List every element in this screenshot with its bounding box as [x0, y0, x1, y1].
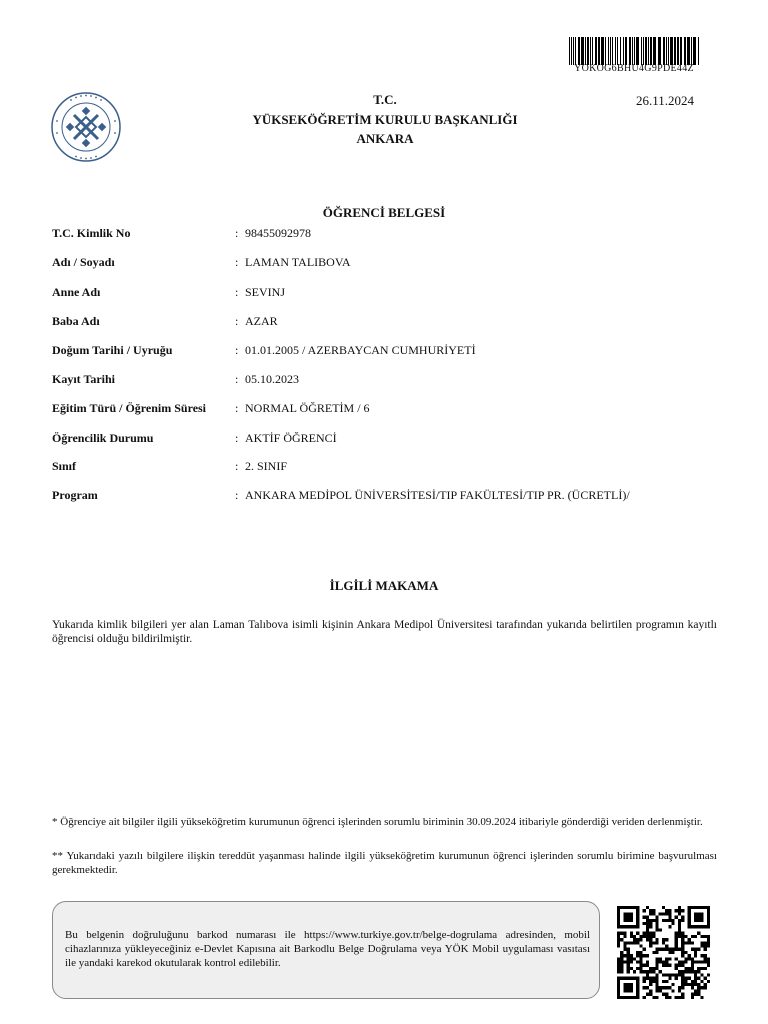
field-separator: :: [235, 431, 239, 445]
field-value: SEVINJ: [245, 285, 286, 299]
field-value: AZAR: [245, 314, 278, 328]
field-separator: :: [235, 401, 239, 415]
field-label: Baba Adı: [52, 314, 100, 328]
field-separator: :: [235, 372, 239, 386]
footnote-1: * Öğrenciye ait bilgiler ilgili yükseköğretim kurumunun öğrenci işlerinden sorumlu biriminin 30.09.2024 itibariyle gönderdiği veriden derlenmiştir.: [52, 816, 703, 828]
field-label: Eğitim Türü / Öğrenim Süresi: [52, 401, 207, 415]
field-label: Doğum Tarihi / Uyruğu: [52, 343, 173, 357]
field-row-education-type: [52, 401, 732, 421]
field-label: Kayıt Tarihi: [52, 372, 116, 386]
field-row-mother-name: [52, 285, 732, 305]
field-label: Program: [52, 488, 98, 502]
field-value: 98455092978: [245, 226, 311, 240]
field-row-name: [52, 255, 732, 275]
field-row-student-status: [52, 431, 732, 451]
field-separator: :: [235, 314, 239, 328]
field-row-registration-date: [52, 372, 732, 392]
header-line-institution: YÜKSEKÖĞRETİM KURULU BAŞKANLIĞI: [252, 111, 518, 127]
field-separator: :: [235, 255, 239, 269]
field-label: Anne Adı: [52, 285, 101, 299]
field-label: Sınıf: [52, 459, 77, 473]
header-line-country: T.C.: [373, 92, 397, 107]
field-value: LAMAN TALIBOVA: [245, 255, 351, 269]
field-label: T.C. Kimlik No: [52, 226, 131, 240]
medipol-logo-icon: [50, 91, 122, 163]
field-separator: :: [235, 285, 239, 299]
field-value: 01.01.2005 / AZERBAYCAN CUMHURİYETİ: [245, 343, 476, 357]
field-label: Öğrencilik Durumu: [52, 431, 154, 445]
field-row-father-name: [52, 314, 732, 334]
header-line-city: ANKARA: [356, 131, 414, 146]
institution-header: [200, 90, 570, 149]
document-date: 26.11.2024: [636, 93, 695, 108]
field-separator: :: [235, 343, 239, 357]
field-value: 2. SINIF: [245, 459, 288, 473]
field-label: Adı / Soyadı: [52, 255, 115, 269]
verification-text: Bu belgenin doğruluğunu barkod numarası ile https://www.turkiye.gov.tr/belge-dogrulama adresinden, mobil cihazlarınıza yükleyeceğiniz e-Devlet Kapısına ait Barkodlu Belge Doğrulama veya YÖK Mobil uygulaması vasıtası ile yandaki karekod okutularak kontrol edilebilir.: [65, 929, 590, 969]
barcode-icon: [569, 37, 699, 65]
field-separator: :: [235, 226, 239, 240]
field-row-tc-kimlik: [52, 226, 732, 246]
document-title: ÖĞRENCİ BELGESİ: [322, 205, 446, 220]
field-value: 05.10.2023: [245, 372, 299, 386]
field-separator: :: [235, 459, 239, 473]
field-row-birth-nationality: [52, 343, 732, 363]
field-value: AKTİF ÖĞRENCİ: [245, 431, 337, 445]
field-row-class: [52, 459, 732, 479]
footnote-2: ** Yukarıdaki yazılı bilgilere ilişkin tereddüt yaşanması halinde ilgili yükseköğretim kurumunun öğrenci işlerinden sorumlu birimine başvurulması gerekmektedir.: [52, 850, 717, 876]
field-separator: :: [235, 488, 239, 502]
field-value: ANKARA MEDİPOL ÜNİVERSİTESİ/TIP FAKÜLTESİ/TIP PR. (ÜCRETLİ)/: [245, 488, 630, 502]
field-row-program: [52, 488, 732, 508]
field-value: NORMAL ÖĞRETİM / 6: [245, 401, 370, 415]
barcode-number: YOKOG6BHU4G9PDE44Z: [574, 63, 694, 74]
addressee-body: Yukarıda kimlik bilgileri yer alan Laman Talıbova isimli kişinin Ankara Medipol Üniversitesi tarafından yukarıda belirtilen programın kayıtlı öğrencisi olduğu bildirilmiştir.: [52, 619, 717, 645]
addressee-title: İLGİLİ MAKAMA: [329, 578, 439, 593]
qr-code-icon[interactable]: [617, 906, 710, 999]
